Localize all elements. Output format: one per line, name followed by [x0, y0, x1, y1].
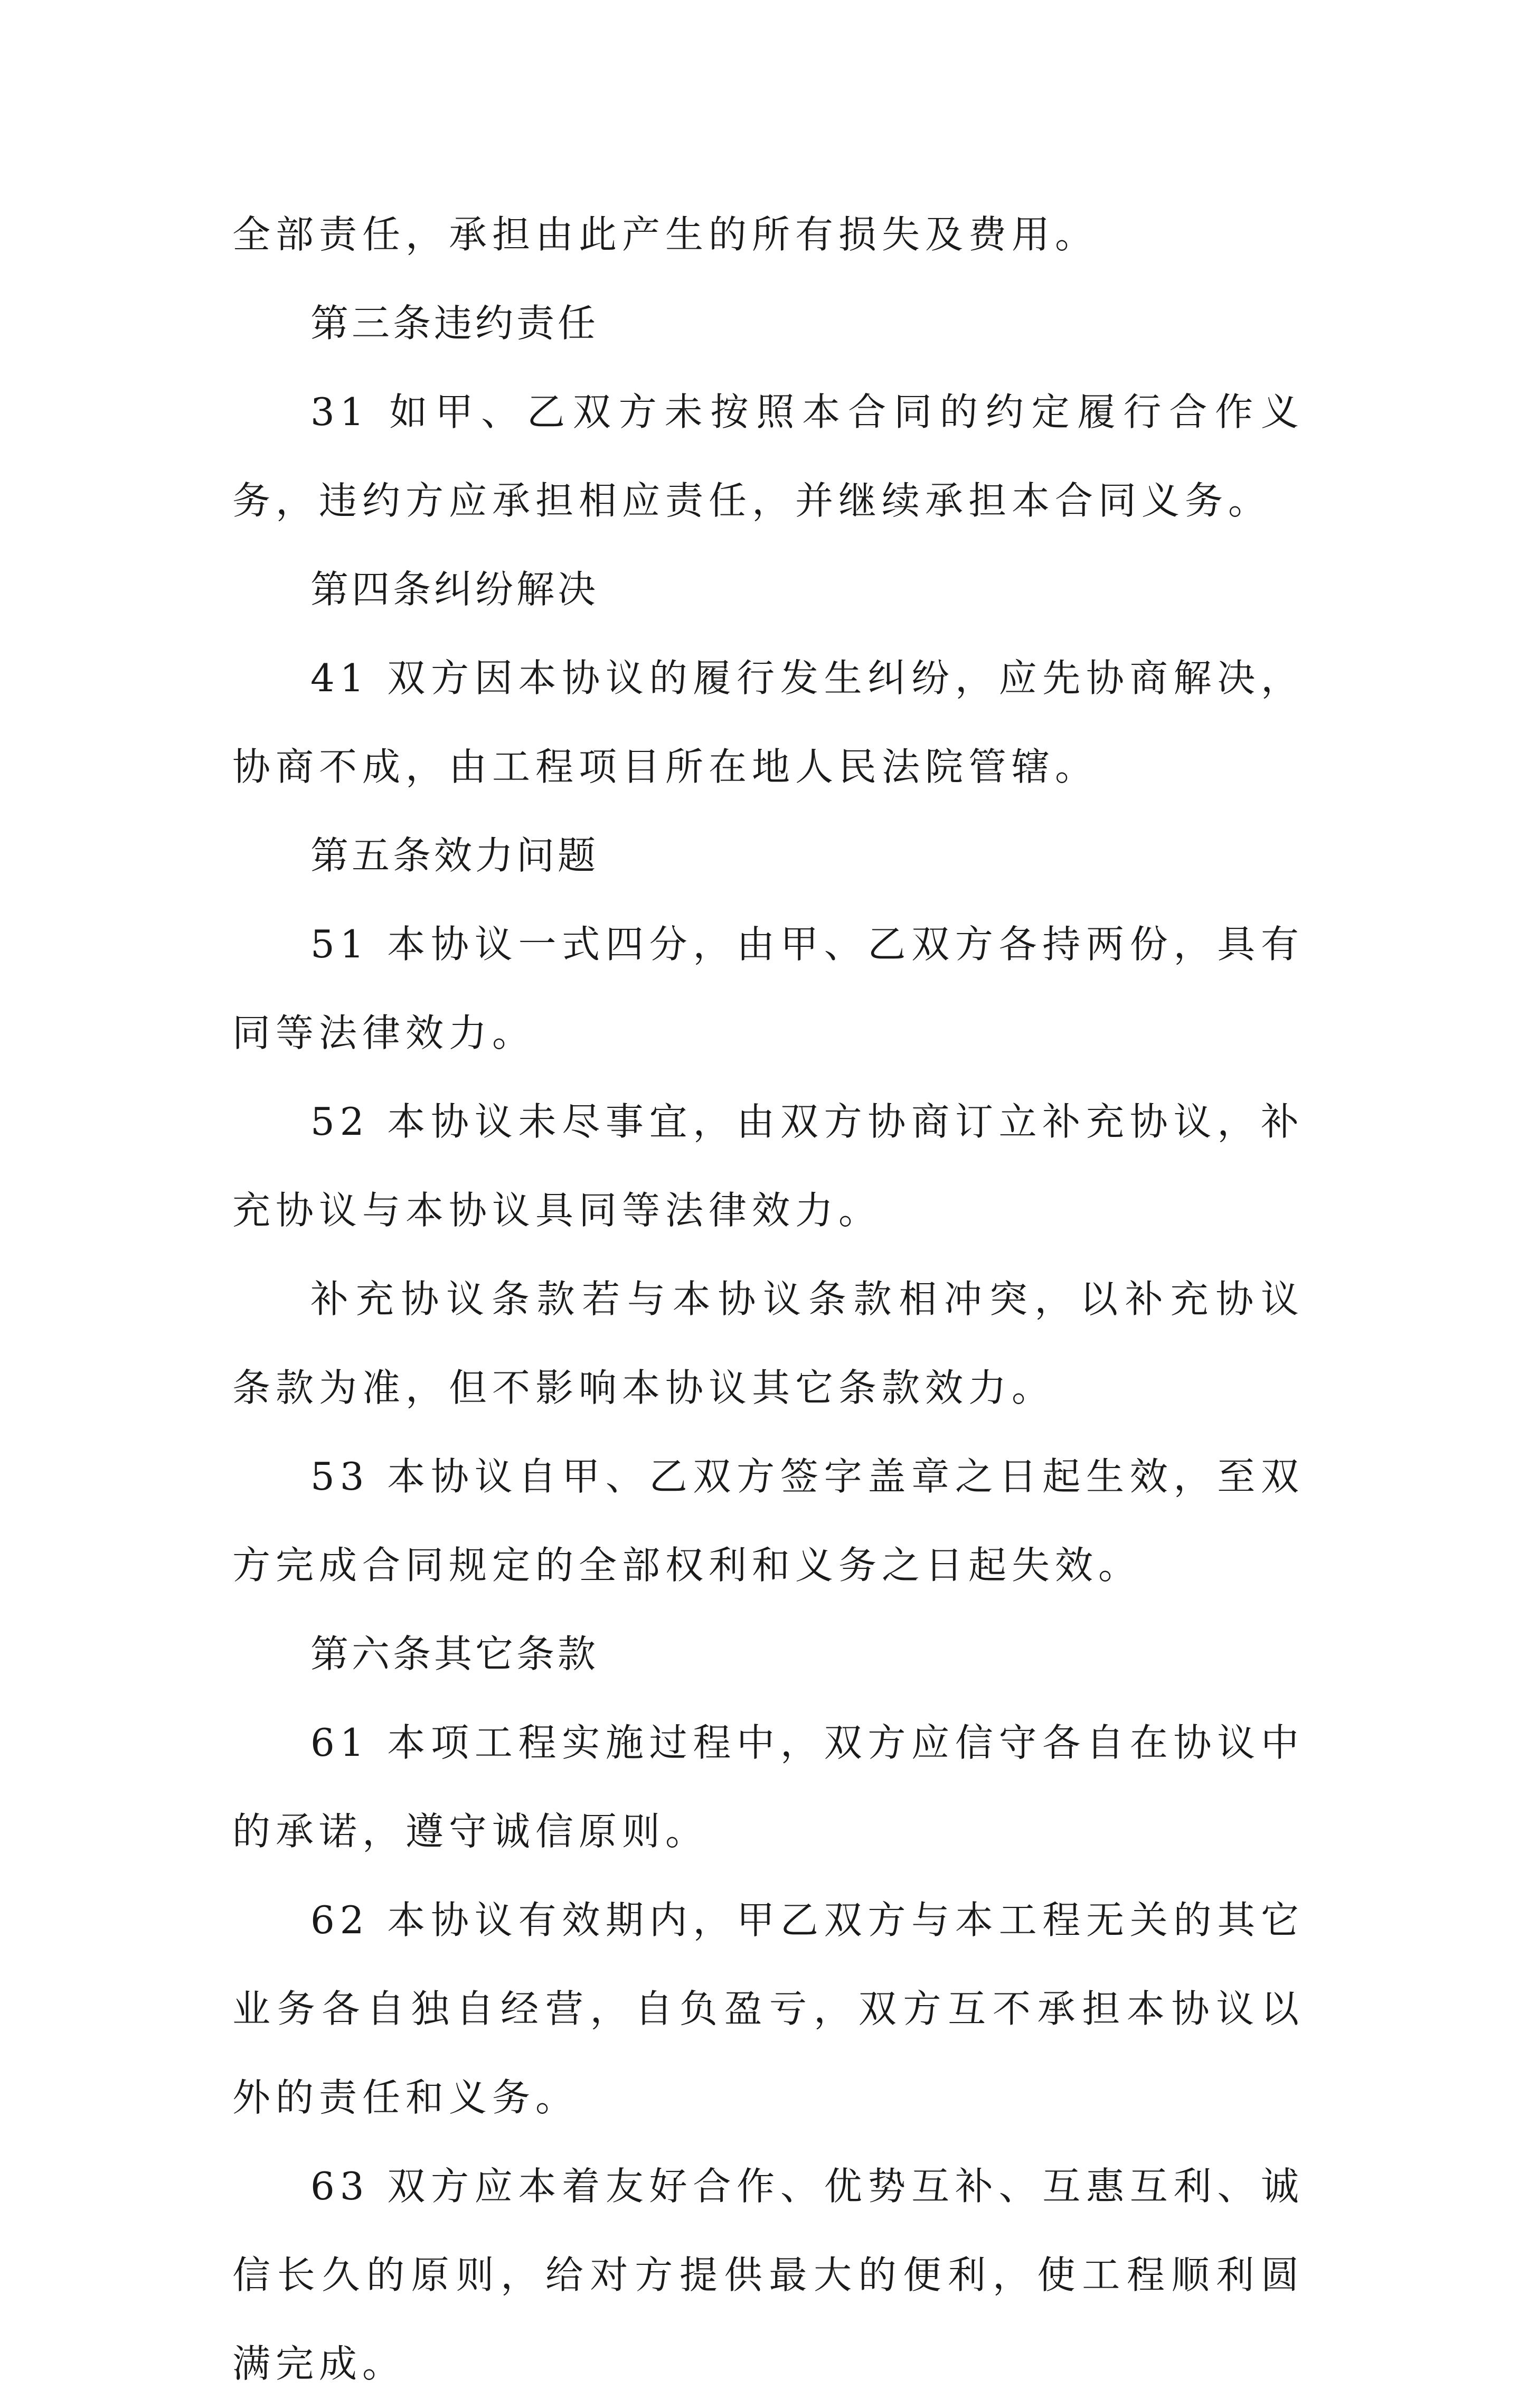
section-heading-3: 第三条违约责任: [310, 301, 599, 345]
clause-5-2-supplement: 补充协议条款若与本协议条款相冲突，以补充协议条款为准，但不影响本协议其它条款效力。: [232, 1277, 1304, 1410]
clause-6-2: 62 本协议有效期内，甲乙双方与本工程无关的其它业务各自独自经营，自负盈亏，双方互不承担本协议以外的责任和义务。: [232, 1898, 1304, 2120]
section-heading-6: 第六条其它条款: [310, 1632, 599, 1676]
section-heading-5: 第五条效力问题: [310, 833, 599, 878]
section-heading-4: 第四条纠纷解决: [310, 567, 599, 612]
clause-5-1: 51 本协议一式四分，由甲、乙双方各持两份，具有同等法律效力。: [232, 922, 1304, 1055]
clause-6-3: 63 双方应本着友好合作、优势互补、互惠互利、诚信长久的原则，给对方提供最大的便利，使工程顺利圆满完成。: [232, 2164, 1304, 2386]
paragraph-continuation: 全部责任，承担由此产生的所有损失及费用。: [232, 212, 1099, 257]
clause-4-1: 41 双方因本协议的履行发生纠纷，应先协商解决，协商不成，由工程项目所在地人民法院管辖。: [232, 656, 1304, 789]
clause-5-2: 52 本协议未尽事宜，由双方协商订立补充协议，补充协议与本协议具同等法律效力。: [232, 1099, 1304, 1233]
document-body: [232, 190, 1304, 2408]
clause-5-3: 53 本协议自甲、乙双方签字盖章之日起生效，至双方完成合同规定的全部权利和义务之日起失效。: [232, 1454, 1304, 1587]
clause-3-1: 31 如甲、乙双方未按照本合同的约定履行合作义务，违约方应承担相应责任，并继续承担本合同义务。: [232, 390, 1304, 523]
clause-6-1: 61 本项工程实施过程中，双方应信守各自在协议中的承诺，遵守诚信原则。: [232, 1720, 1304, 1854]
